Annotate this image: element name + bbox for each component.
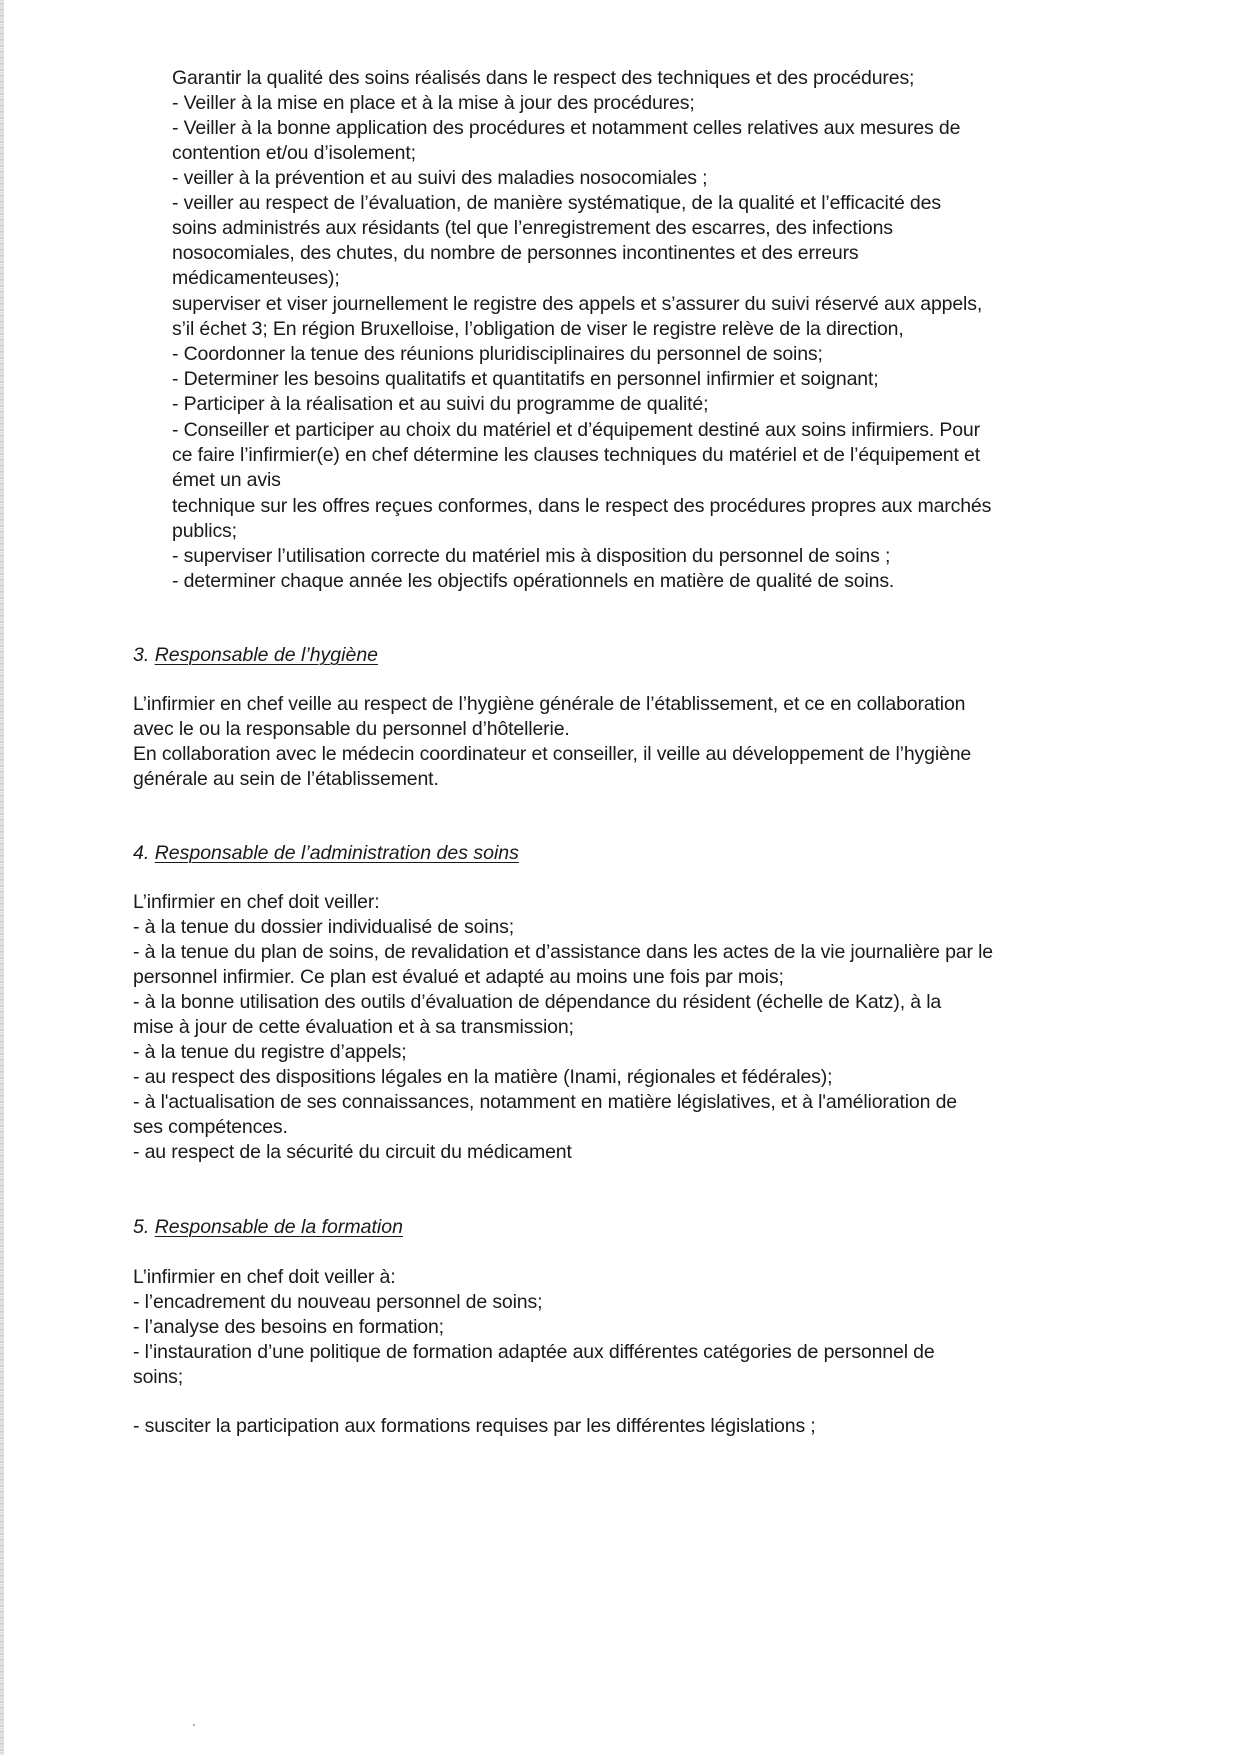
text-line: - veiller au respect de l’évaluation, de manière systématique, de la qualité et l’efficacité des: [172, 192, 941, 214]
text-line: - Coordonner la tenue des réunions pluridisciplinaires du personnel de soins;: [172, 343, 823, 365]
section-title: Responsable de la formation: [154, 1216, 403, 1238]
section-number: 4.: [133, 842, 150, 864]
text-line: mise à jour de cette évaluation et à sa transmission;: [133, 1016, 574, 1038]
text-line: - à la tenue du plan de soins, de revalidation et d’assistance dans les actes de la vie journalière par le: [133, 941, 993, 963]
section-number: 5.: [133, 1216, 150, 1238]
section-number: 3.: [133, 644, 150, 666]
text-line: - à la tenue du dossier individualisé de soins;: [133, 916, 515, 938]
section-title: Responsable de l’administration des soins: [154, 842, 519, 864]
scan-speck: [193, 1724, 195, 1726]
section-title: Responsable de l’hygiène: [154, 644, 379, 666]
text-line: contention et/ou d’isolement;: [172, 142, 416, 164]
text-line: - à la tenue du registre d’appels;: [133, 1041, 407, 1063]
text-line: superviser et viser journellement le registre des appels et s’assurer du suivi réservé aux appels,: [172, 293, 983, 315]
text-line: - l’analyse des besoins en formation;: [133, 1316, 444, 1338]
text-line: médicamenteuses);: [172, 267, 340, 289]
text-line: En collaboration avec le médecin coordinateur et conseiller, il veille au développement de l’hygiène: [133, 743, 972, 765]
text-line: - determiner chaque année les objectifs opérationnels en matière de qualité de soins.: [172, 570, 895, 592]
text-line: - l’instauration d’une politique de formation adaptée aux différentes catégories de personnel de: [133, 1341, 935, 1363]
text-line: soins;: [133, 1366, 184, 1388]
text-line: - Determiner les besoins qualitatifs et quantitatifs en personnel infirmier et soignant;: [172, 368, 879, 390]
text-line: ses compétences.: [133, 1116, 288, 1138]
text-line: ce faire l’infirmier(e) en chef détermine les clauses techniques du matériel et de l’équipement et: [172, 444, 980, 466]
text-line: - Participer à la réalisation et au suivi du programme de qualité;: [172, 393, 709, 415]
text-line: - veiller à la prévention et au suivi des maladies nosocomiales ;: [172, 167, 708, 189]
text-line: générale au sein de l’établissement.: [133, 768, 439, 790]
text-line: L’infirmier en chef doit veiller:: [133, 891, 380, 913]
text-line: publics;: [172, 520, 237, 542]
section-heading: [133, 841, 519, 865]
text-line: Garantir la qualité des soins réalisés dans le respect des techniques et des procédures;: [172, 67, 915, 89]
text-line: - Veiller à la bonne application des procédures et notamment celles relatives aux mesures de: [172, 117, 961, 139]
text-line: - l’encadrement du nouveau personnel de soins;: [133, 1291, 543, 1313]
text-line: - au respect de la sécurité du circuit du médicament: [133, 1141, 572, 1163]
text-line: soins administrés aux résidants (tel que l’enregistrement des escarres, des infections: [172, 217, 893, 239]
section-heading: [133, 1215, 403, 1239]
text-line: L’infirmier en chef veille au respect de l’hygiène générale de l’établissement, et ce en collaboration: [133, 693, 966, 715]
text-line: - superviser l’utilisation correcte du matériel mis à disposition du personnel de soins ;: [172, 545, 891, 567]
text-line: s’il échet 3; En région Bruxelloise, l’obligation de viser le registre relève de la direction,: [172, 318, 904, 340]
text-line: L’infirmier en chef doit veiller à:: [133, 1266, 396, 1288]
text-line: technique sur les offres reçues conformes, dans le respect des procédures propres aux marchés: [172, 495, 992, 517]
text-line: - susciter la participation aux formations requises par les différentes législations ;: [133, 1415, 816, 1437]
text-line: - Conseiller et participer au choix du matériel et d’équipement destiné aux soins infirmiers. Pour: [172, 419, 980, 441]
section-heading: [133, 643, 378, 667]
text-line: - au respect des dispositions légales en la matière (Inami, régionales et fédérales);: [133, 1066, 833, 1088]
text-line: - à la bonne utilisation des outils d’évaluation de dépendance du résident (échelle de Katz), à la: [133, 991, 942, 1013]
text-line: - à l'actualisation de ses connaissances, notamment en matière législatives, et à l'amélioration de: [133, 1091, 957, 1113]
text-line: nosocomiales, des chutes, du nombre de personnes incontinentes et des erreurs: [172, 242, 859, 264]
text-line: avec le ou la responsable du personnel d’hôtellerie.: [133, 718, 570, 740]
text-line: personnel infirmier. Ce plan est évalué et adapté au moins une fois par mois;: [133, 966, 784, 988]
text-line: - Veiller à la mise en place et à la mise à jour des procédures;: [172, 92, 695, 114]
text-line: émet un avis: [172, 469, 281, 491]
